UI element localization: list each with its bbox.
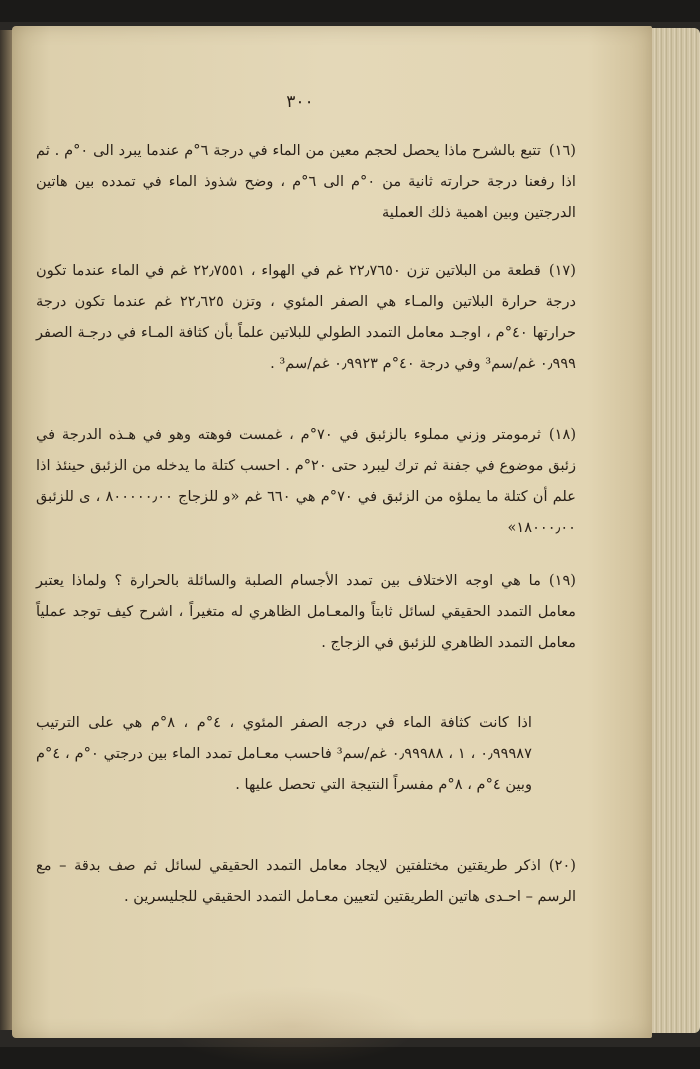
question-16	[36, 135, 576, 228]
question-text: ثرمومتر وزني مملوء بالزئبق في ٧٠°م ، غمست فوهته وهو في هـذه الدرجة في زئبق موضوع في جفنة ثم ترك ليبرد حتى ٢٠°م . احسب كتلة ما يدخله من الزئبق حينئذ اذا علم أن كتلة ما يملؤه من الزئبق في ٧٠°م هي ٦٦٠ غم «و للزجاج ٨٠٠٠٠٠٫٠٠ ، ى للزئبق ١٨٠٠٠٫٠٠»	[36, 426, 577, 536]
question-17	[36, 255, 576, 379]
question-number: (١٧)	[548, 262, 576, 279]
question-text: تتبع بالشرح ماذا يحصل لحجم معين من الماء في درجة ٦°م عندما يبرد الى ٠°م . ثم اذا رفعنا درجة حرارته ثانية من ٠°م الى ٦°م ، وضح شذوذ الماء في تمدده بين هاتين الدرجتين وبين اهمية ذلك العملية	[36, 142, 576, 221]
question-19-part-2	[36, 707, 576, 800]
question-number: (١٩)	[548, 572, 576, 589]
question-number: (١٨)	[548, 426, 577, 443]
question-text: اذا كانت كثافة الماء في درجه الصفر المئوي ، ٤°م ، ٨°م هي على الترتيب ٠٫٩٩٩٨٧ ، ١ ، ٠٫٩٩٩٨٨ غم/سم³ فاحسب معـامل تمدد الماء بين درجتي ٠°م ، ٤°م وبين ٤°م ، ٨°م مفسراً النتيجة التي تحصل عليها .	[36, 714, 532, 793]
page-stain	[162, 986, 422, 1066]
question-text: اذكر طريقتين مختلفتين لايجاد معامل التمدد الحقيقي لسائل ثم صف بدقة – مع الرسم – احـدى هاتين الطريقتين لتعيين معـامل التمدد الحقيقي للجليسرين .	[36, 857, 576, 905]
question-text: قطعة من البلاتين تزن ٢٢٫٧٦٥٠ غم في الهواء ، ٢٢٫٧٥٥١ غم في الماء عندما تكون درجة حرارة البلاتين والمـاء هي الصفر المئوي ، وتزن ٢٢٫٦٢٥ غم عندما تكون درجة حرارتها ٤٠°م ، اوجـد معامل التمدد الطولي للبلاتين علماً بأن كثافة المـاء في درجـة الصفر ٠٫٩٩٩ غم/سم³ وفي درجة ٤٠°م ٠٫٩٩٢٣ غم/سم³ .	[36, 262, 576, 372]
page-number: ٣٠٠	[286, 92, 314, 112]
question-20	[36, 850, 576, 912]
question-number: (١٦)	[548, 142, 576, 159]
question-number: (٢٠)	[548, 857, 576, 874]
question-text: ما هي اوجه الاختلاف بين تمدد الأجسام الصلبة والسائلة بالحرارة ؟ ولماذا يعتبر معامل التمدد الحقيقي لسائل ثابتاً والمعـامل الظاهري له متغيراً ، اشرح كيف توجد عملياً معامل التمدد الظاهري للزئبق في الزجاج .	[36, 572, 576, 651]
question-18	[36, 419, 576, 543]
page-stack-edge	[648, 28, 700, 1033]
question-19	[36, 565, 576, 658]
